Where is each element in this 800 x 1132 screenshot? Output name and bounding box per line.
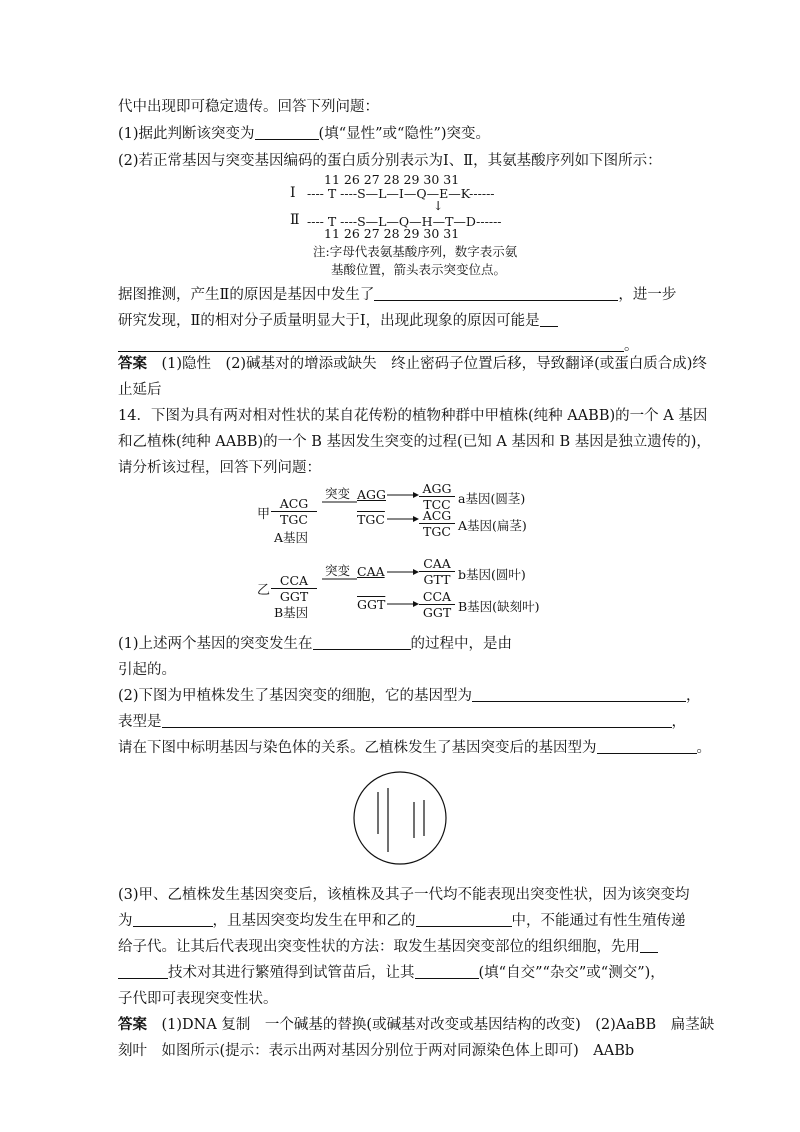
result-3-dna [419, 556, 455, 587]
q14-part-1-suffix: 的过程中，是由 [410, 636, 513, 652]
q14-part-3-line5: 子代即可表现突变性状。 [118, 991, 278, 1007]
result-1-label: a基因(圆茎) [458, 491, 526, 506]
q14-part-3-line2-a: 为 [118, 913, 133, 929]
answer-blank[interactable] [313, 635, 411, 650]
q1-prefix: (1)据此判断该突变为 [118, 126, 255, 142]
jia-label: 甲 [257, 507, 271, 522]
q2-text-1-suffix: ，进一步 [618, 287, 677, 303]
jia-strand-bottom: TGC [280, 512, 308, 527]
answer-text: (1)隐性 (2)碱基对的增添或缺失 终止密码子位置后移，导致翻译(或蛋白质合成)终 [161, 356, 707, 372]
answer-blank[interactable] [374, 286, 618, 301]
result-3-label: b基因(圆叶) [458, 567, 526, 582]
answer-blank[interactable] [133, 912, 213, 927]
yi-strand-bottom: GGT [279, 589, 309, 604]
q2-text-1-prefix: 据图推测，产生Ⅱ的原因是基因中发生了 [118, 287, 375, 303]
question-1 [118, 124, 490, 144]
answer-blank[interactable] [118, 964, 168, 979]
row1-label: Ⅰ [290, 185, 296, 201]
mutation-label: 突变 [325, 486, 351, 501]
q2-text-3 [118, 336, 639, 356]
q14-part-2-line2-prefix: 表型是 [118, 714, 162, 730]
q14-part-2-suffix: ， [686, 688, 701, 704]
result-2-label: A基因(扁茎) [458, 518, 527, 533]
q14-part-3-line2-b: ，且基因突变均发生在甲和乙的 [212, 913, 416, 929]
q14-part-1 [118, 634, 512, 654]
result-4-dna [419, 589, 455, 620]
r1-top: AGG [419, 481, 455, 497]
q1-suffix: (填“显性”或“隐性”)突变。 [318, 126, 491, 142]
question-14-line-1: 14．下图为具有两对相对性状的某自花传粉的植物种群中甲植株(纯种 AABB)的一个 A 基因 [118, 408, 708, 424]
yi-strand-top: CCA [271, 573, 317, 589]
r1-bottom: TCC [423, 497, 451, 512]
q14-part-3-line4-a: 技术对其进行繁殖得到试管苗后，让其 [168, 965, 415, 981]
mutation-label-2: 突变 [325, 563, 351, 578]
paragraph-continuation: 代中出现即可稳定遗传。回答下列问题： [118, 99, 379, 115]
strand-agg: AGG [357, 487, 386, 502]
q2-text-3-suffix: 。 [624, 338, 639, 354]
r2-top: ACG [419, 508, 455, 524]
result-4-label: B基因(缺刻叶) [458, 599, 540, 614]
r2-bottom: TGC [423, 524, 451, 539]
r3-top: CAA [419, 556, 455, 572]
r3-bottom: GTT [423, 572, 451, 587]
answer-blank[interactable] [597, 739, 697, 754]
answer-blank[interactable] [416, 912, 512, 927]
jia-strand-top: ACG [271, 496, 317, 512]
answer-blank[interactable] [255, 125, 319, 140]
answer-13 [118, 354, 707, 374]
q14-part-2 [118, 686, 701, 706]
answer-blank[interactable] [162, 713, 672, 728]
q14-part-1-prefix: (1)上述两个基因的突变发生在 [118, 636, 313, 652]
yi-label: 乙 [257, 583, 271, 598]
answer-blank[interactable] [472, 687, 686, 702]
cell-diagram[interactable] [352, 770, 448, 866]
answer-13-cont: 止延后 [118, 382, 162, 398]
figure-note-2: 基酸位置，箭头表示突变位点。 [331, 262, 507, 277]
q14-part-2-line3-suffix: 。 [696, 740, 711, 756]
q14-part-3-line4-b: (填“自交”“杂交”或“测交”)， [478, 965, 665, 981]
strand-caa: CAA [357, 564, 385, 579]
q14-part-3-line2 [118, 911, 686, 931]
answer-text: (1)DNA 复制 一个碱基的替换(或碱基对改变或基因结构的改变) (2)AaBB 扁茎缺 [161, 1017, 715, 1033]
q14-part-2-line2 [118, 712, 686, 732]
answer-label: 答案 [118, 1016, 147, 1033]
jia-dna [271, 496, 317, 527]
question-2: (2)若正常基因与突变基因编码的蛋白质分别表示为Ⅰ、Ⅱ，其氨基酸序列如下图所示： [118, 153, 662, 169]
strand-ggt: $\overline{GGT}$ [357, 597, 386, 612]
q2-text-2-prefix: 研究发现，Ⅱ的相对分子质量明显大于Ⅰ，出现此现象的原因可能是 [118, 313, 540, 329]
yi-gene-label: B基因 [274, 605, 309, 620]
jia-gene-label: A基因 [274, 530, 309, 545]
q14-part-3-line4 [118, 963, 665, 983]
figure-note-1: 注:字母代表氨基酸序列，数字表示氨 [313, 244, 518, 259]
row1-positions: 11 26 27 28 29 30 31 [324, 172, 460, 187]
strand-tgc: $\overline{TGC}$ [357, 512, 385, 527]
answer-blank[interactable] [540, 312, 558, 327]
answer-14 [118, 1015, 714, 1035]
q14-part-2-line3 [118, 738, 711, 758]
r4-bottom: GGT [422, 605, 452, 620]
row2-positions: 11 26 27 28 29 30 31 [324, 226, 460, 241]
r4-top: CCA [419, 589, 455, 605]
question-14-line-2: 和乙植株(纯种 AABB)的一个 B 基因发生突变的过程(已知 A 基因和 B 基因是独立遗传的)， [118, 434, 711, 450]
cell-outline [354, 772, 446, 864]
row2-sequence: ---- T ----S—L—Q—H—T—D------ [307, 214, 502, 229]
q14-part-3-line3 [118, 937, 658, 957]
question-14-line-3: 请分析该过程，回答下列问题： [118, 460, 321, 476]
q14-part-3-line2-c: 中，不能通过有性生殖传递 [511, 913, 686, 929]
mutation-arrow: ↓ [433, 198, 444, 213]
row2-label: Ⅱ [290, 212, 300, 228]
mutation-figure [255, 478, 545, 618]
q14-part-2-line2-suffix: ， [671, 714, 686, 730]
answer-blank[interactable] [118, 337, 624, 352]
answer-blank[interactable] [640, 938, 658, 953]
q14-part-3-line3-text: 给子代。让其后代表现出突变性状的方法：取发生基因突变部位的组织细胞，先用 [118, 939, 640, 955]
answer-blank[interactable] [415, 964, 479, 979]
q14-part-2-prefix: (2)下图为甲植株发生了基因突变的细胞，它的基因型为 [118, 688, 473, 704]
sequence-figure [285, 172, 545, 280]
answer-14-cont: 刻叶 如图所示(提示：表示出两对基因分别位于两对同源染色体上即可) AABb [118, 1043, 635, 1059]
q2-text-1 [118, 285, 676, 305]
yi-dna [271, 573, 317, 604]
row1-sequence: ---- T ----S—L—I—Q—E—K------ [307, 186, 495, 201]
result-2-dna [419, 508, 455, 539]
q14-part-2-line3-prefix: 请在下图中标明基因与染色体的关系。乙植株发生了基因突变后的基因型为 [118, 740, 597, 756]
answer-label: 答案 [118, 355, 147, 372]
q14-part-3-line1: (3)甲、乙植株发生基因突变后，该植株及其子一代均不能表现出突变性状，因为该突变均 [118, 887, 690, 903]
q14-part-1-cont: 引起的。 [118, 662, 176, 678]
q2-text-2 [118, 311, 558, 331]
